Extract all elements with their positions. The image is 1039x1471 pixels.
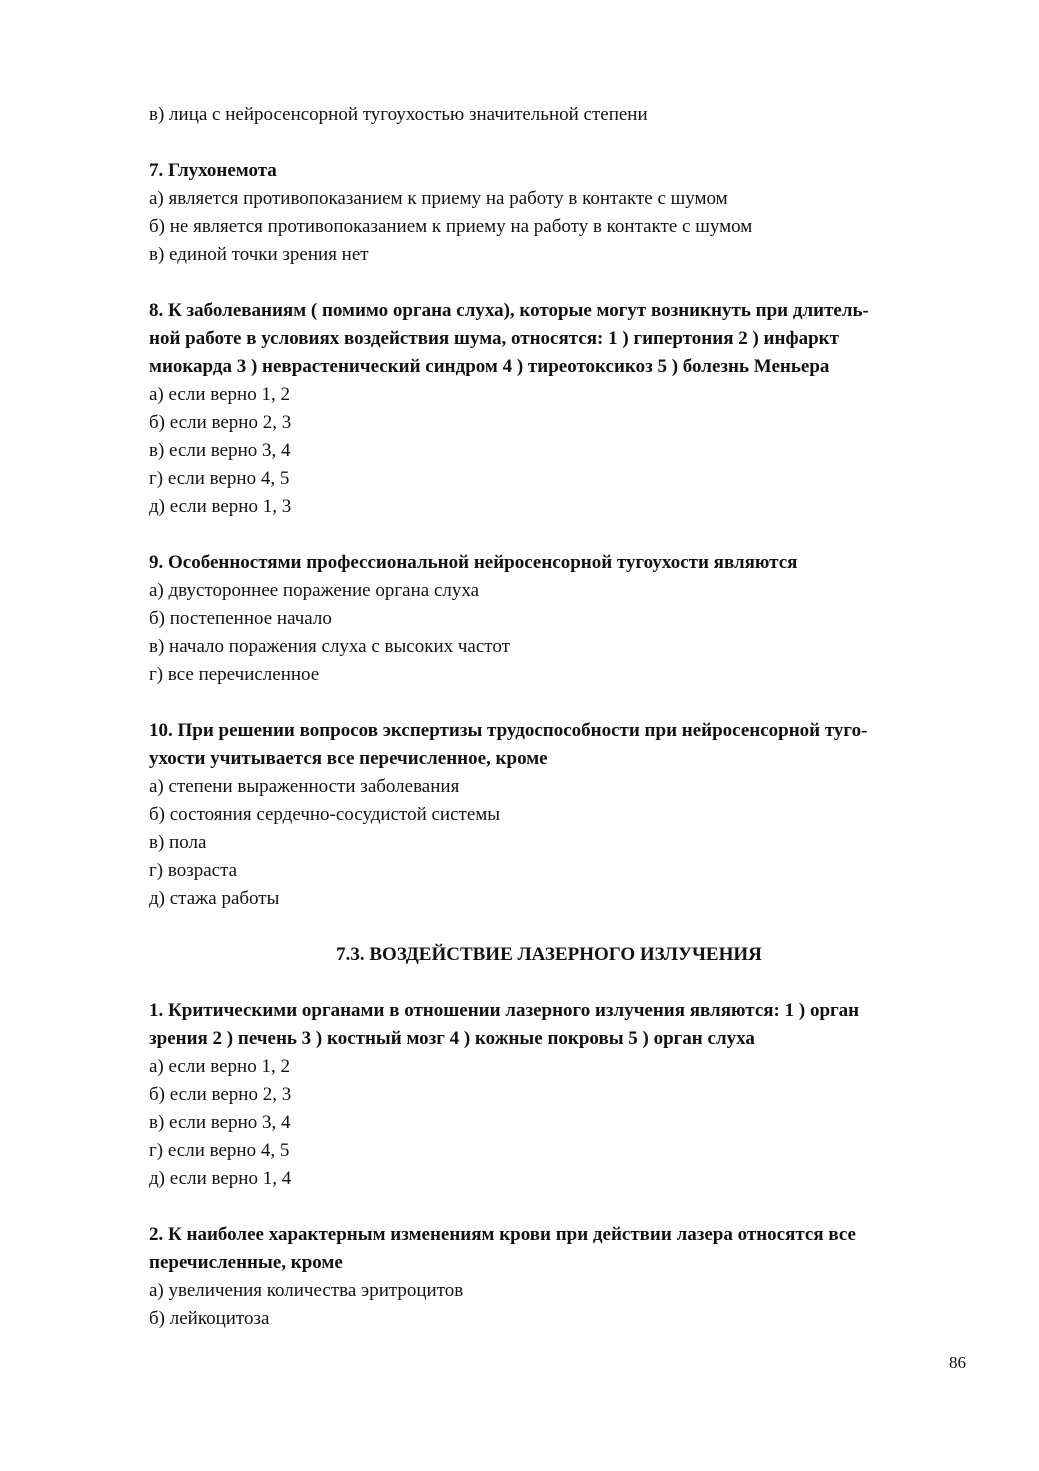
answer-option: д) если верно 1, 4 — [149, 1168, 292, 1189]
spacer — [149, 913, 949, 941]
answer-option: а) если верно 1, 2 — [149, 1056, 290, 1077]
question-title-line: 8. К заболеваниям ( помимо органа слуха), которые могут возникнуть при длитель- — [149, 300, 869, 321]
question-title-line: 2. К наиболее характерным изменениям крови при действии лазера относятся все — [149, 1224, 856, 1245]
section-heading: 7.3. ВОЗДЕЙСТВИЕ ЛАЗЕРНОГО ИЗЛУЧЕНИЯ — [336, 944, 762, 965]
answer-option: в) единой точки зрения нет — [149, 244, 369, 265]
answer-option: г) если верно 4, 5 — [149, 468, 290, 489]
prev-question-tail — [149, 101, 949, 129]
answer-option: в) если верно 3, 4 — [149, 1112, 291, 1133]
answer-option: б) постепенное начало — [149, 608, 332, 629]
question-title-line: перечисленные, кроме — [149, 1252, 343, 1273]
section-question-1 — [149, 997, 949, 1193]
answer-option: б) если верно 2, 3 — [149, 412, 292, 433]
answer-option: б) лейкоцитоза — [149, 1308, 270, 1329]
question-7 — [149, 157, 949, 269]
question-8 — [149, 297, 949, 521]
page-number: 86 — [949, 1353, 966, 1372]
answer-option: а) степени выраженности заболевания — [149, 776, 460, 797]
answer-option: а) двустороннее поражение органа слуха — [149, 580, 480, 601]
question-title-line: ной работе в условиях воздействия шума, относятся: 1 ) гипертония 2 ) инфаркт — [149, 328, 839, 349]
answer-option: в) пола — [149, 832, 207, 853]
question-title — [149, 549, 949, 577]
question-title — [149, 1221, 949, 1277]
answer-option: б) не является противопоказанием к приему на работу в контакте с шумом — [149, 216, 753, 237]
answer-option: а) увеличения количества эритроцитов — [149, 1280, 464, 1301]
section-question-2 — [149, 1221, 949, 1333]
question-10 — [149, 717, 949, 913]
spacer — [149, 969, 949, 997]
answer-option: а) является противопоказанием к приему на работу в контакте с шумом — [149, 188, 728, 209]
question-title — [149, 997, 949, 1053]
answer-option: б) состояния сердечно-сосудистой системы — [149, 804, 501, 825]
question-title-line: 7. Глухонемота — [149, 160, 277, 181]
answer-option: г) если верно 4, 5 — [149, 1140, 290, 1161]
answer-option: в) если верно 3, 4 — [149, 440, 291, 461]
answer-option: а) если верно 1, 2 — [149, 384, 290, 405]
question-title — [149, 157, 949, 185]
question-title — [149, 297, 949, 381]
question-title — [149, 717, 949, 773]
answer-option: д) стажа работы — [149, 888, 280, 909]
answer-option: б) если верно 2, 3 — [149, 1084, 292, 1105]
spacer — [149, 1193, 949, 1221]
question-title-line: 1. Критическими органами в отношении лазерного излучения являются: 1 ) орган — [149, 1000, 860, 1021]
answer-option: в) лица с нейросенсорной тугоухостью значительной степени — [149, 104, 648, 125]
answer-option: г) возраста — [149, 860, 238, 881]
answer-option: в) начало поражения слуха с высоких частот — [149, 636, 510, 657]
spacer — [149, 689, 949, 717]
answer-option: г) все перечисленное — [149, 664, 320, 685]
question-title-line: миокарда 3 ) неврастенический синдром 4 ) тиреотоксикоз 5 ) болезнь Меньера — [149, 356, 830, 377]
question-9 — [149, 549, 949, 689]
question-title-line: 10. При решении вопросов экспертизы трудоспособности при нейросенсорной туго- — [149, 720, 868, 741]
question-title-line: зрения 2 ) печень 3 ) костный мозг 4 ) кожные покровы 5 ) орган слуха — [149, 1028, 755, 1049]
spacer — [149, 269, 949, 297]
question-title-line: ухости учитывается все перечисленное, кроме — [149, 748, 548, 769]
document-page — [149, 101, 949, 1333]
answer-option: д) если верно 1, 3 — [149, 496, 292, 517]
question-title-line: 9. Особенностями профессиональной нейросенсорной тугоухости являются — [149, 552, 798, 573]
spacer — [149, 129, 949, 157]
spacer — [149, 521, 949, 549]
